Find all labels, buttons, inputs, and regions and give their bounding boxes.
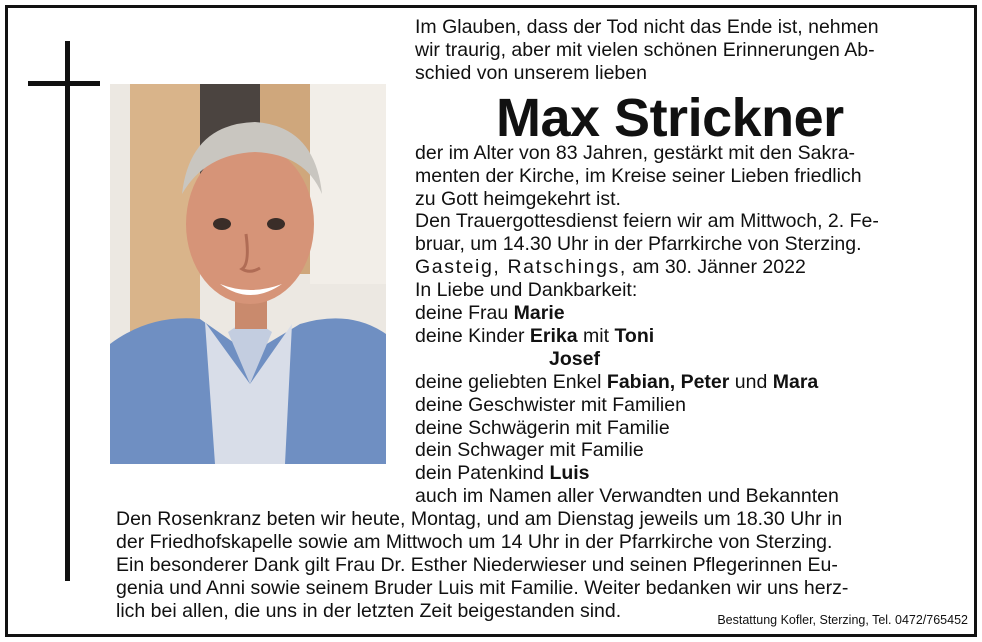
mourner-brother-in-law: dein Schwager mit Familie xyxy=(415,439,644,461)
godchild-prefix: dein Patenkind xyxy=(415,462,550,484)
grandchildren-names: Fabian, Peter xyxy=(606,371,730,393)
intro-line-3: schied von unserem lieben xyxy=(415,62,647,84)
mourner-wife xyxy=(415,302,565,325)
portrait-photo xyxy=(110,84,386,464)
rosary-line-4: genia und Anni sowie seinem Bruder Luis mit Familie. Weiter bedanken wir uns herz- xyxy=(116,577,849,599)
deceased-name: Max Strickner xyxy=(496,88,844,148)
grandchild3-name: Mara xyxy=(772,371,819,393)
child1-name: Erika xyxy=(529,325,578,347)
mourners-intro: In Liebe und Dankbarkeit: xyxy=(415,279,638,301)
rosary-line-2: der Friedhofskapelle sowie am Mittwoch um 14 Uhr in der Pfarrkirche von Sterzing. xyxy=(116,531,833,553)
and-word: und xyxy=(729,371,773,393)
mourner-sister-in-law: deine Schwägerin mit Familie xyxy=(415,417,670,439)
date: am 30. Jänner 2022 xyxy=(626,256,806,278)
obituary-notice xyxy=(5,5,977,637)
rosary-line-1: Den Rosenkranz beten wir heute, Montag, und am Dienstag jeweils um 18.30 Uhr in xyxy=(116,508,843,530)
mourner-godchild xyxy=(415,462,590,485)
mourner-children xyxy=(415,325,654,348)
place: Gasteig, Ratschings, xyxy=(415,256,627,278)
service-line-1: Den Trauergottesdienst feiern wir am Mittwoch, 2. Fe- xyxy=(415,210,879,232)
child2-name: Josef xyxy=(549,348,600,370)
with-word: mit xyxy=(577,325,615,347)
rosary-line-5: lich bei allen, die uns in der letzten Zeit beigestanden sind. xyxy=(116,600,622,622)
age-line-1: der im Alter von 83 Jahren, gestärkt mit den Sakra- xyxy=(415,142,856,164)
children-prefix: deine Kinder xyxy=(415,325,530,347)
place-date xyxy=(415,256,806,279)
age-line-3: zu Gott heimgekehrt ist. xyxy=(415,188,621,210)
intro-line-1: Im Glauben, dass der Tod nicht das Ende ist, nehmen xyxy=(415,16,879,38)
mourner-siblings: deine Geschwister mit Familien xyxy=(415,394,686,416)
partner1-name: Toni xyxy=(614,325,655,347)
mourner-child2 xyxy=(549,348,600,371)
mourner-relatives: auch im Namen aller Verwandten und Bekannten xyxy=(415,485,839,507)
cross-icon-bar xyxy=(28,81,100,86)
grandchildren-prefix: deine geliebten Enkel xyxy=(415,371,607,393)
rosary-line-3: Ein besonderer Dank gilt Frau Dr. Esther Niederwieser und seinen Pflegerinnen Eu- xyxy=(116,554,838,576)
funeral-home-footer: Bestattung Kofler, Sterzing, Tel. 0472/765452 xyxy=(717,613,968,627)
age-line-2: menten der Kirche, im Kreise seiner Lieben friedlich xyxy=(415,165,862,187)
wife-name: Marie xyxy=(513,302,565,324)
intro-line-2: wir traurig, aber mit vielen schönen Erinnerungen Ab- xyxy=(415,39,875,61)
wife-prefix: deine Frau xyxy=(415,302,514,324)
mourner-grandchildren xyxy=(415,371,818,394)
godchild-name: Luis xyxy=(549,462,590,484)
cross-icon xyxy=(65,41,70,581)
service-line-2: bruar, um 14.30 Uhr in der Pfarrkirche von Sterzing. xyxy=(415,233,862,255)
